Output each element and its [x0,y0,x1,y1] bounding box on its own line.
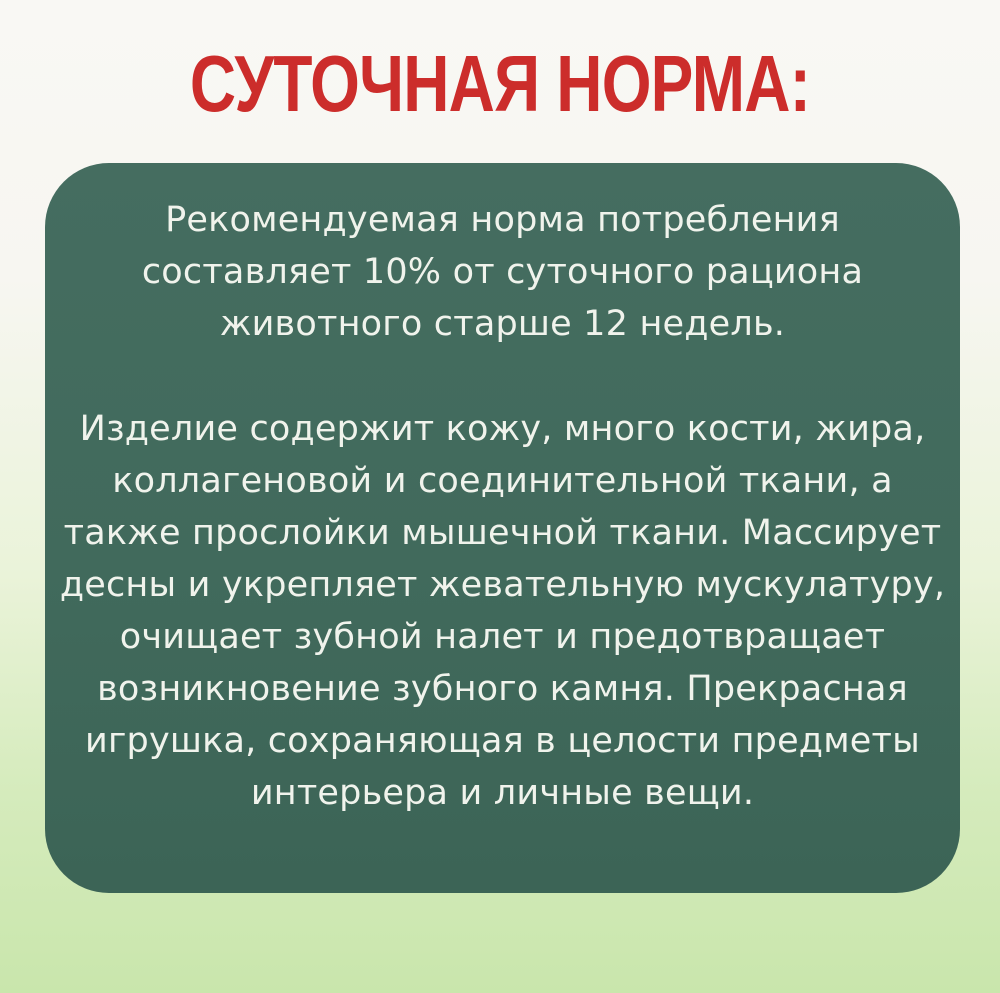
paragraph-daily-norm: Рекомендуемая норма потребления составляет 10% от суточного рациона животного старше 12 недель. [141,200,864,344]
info-card [45,163,960,893]
page-title: СУТОЧНАЯ НОРМА: [189,39,811,128]
paragraph-product-description: Изделие содержит кожу, много кости, жира, коллагеновой и соединительной ткани, а также прослойки мышечной ткани. Массирует десны и укрепляет жевательную мускулатуру, очищает зубной налет и предотвращает возникновение зубного камня. Прекрасная игрушка, сохраняющая в целости предметы интерьера и личные вещи. [59,409,946,813]
